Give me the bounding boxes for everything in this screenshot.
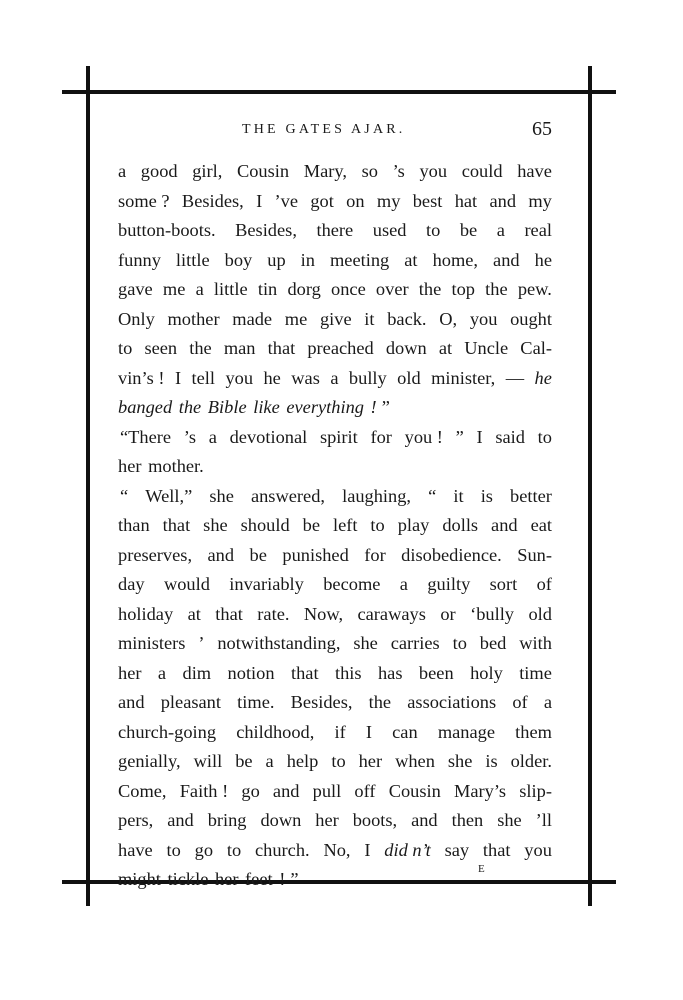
word: button-boots. bbox=[118, 220, 216, 240]
word: with bbox=[519, 633, 552, 653]
word: might tickle her feet ! bbox=[118, 869, 286, 889]
word: was bbox=[291, 367, 320, 388]
word: boots, bbox=[352, 810, 398, 830]
text-line bbox=[118, 305, 552, 335]
word: to bbox=[370, 515, 385, 535]
text-line bbox=[118, 334, 552, 364]
word: a bbox=[195, 279, 204, 299]
word: of bbox=[512, 692, 528, 712]
word: and bbox=[411, 810, 438, 830]
word: dorg bbox=[287, 279, 321, 299]
text-line bbox=[118, 423, 552, 453]
word: spirit bbox=[319, 426, 358, 447]
word: gave bbox=[118, 279, 153, 299]
word: there bbox=[316, 220, 354, 240]
word: and bbox=[493, 249, 520, 270]
word: once bbox=[331, 279, 366, 299]
word: ministers bbox=[118, 633, 186, 653]
word: be bbox=[459, 220, 478, 240]
word: Now, bbox=[303, 603, 344, 624]
word: Besides, bbox=[181, 190, 244, 211]
word: rate. bbox=[257, 603, 290, 624]
word: go bbox=[194, 839, 214, 860]
text-line bbox=[118, 718, 552, 748]
word: be bbox=[249, 544, 267, 565]
word: Come, bbox=[118, 780, 167, 801]
word: Mary, bbox=[303, 161, 347, 181]
word: used bbox=[372, 220, 407, 240]
word: better bbox=[510, 485, 552, 506]
word: to bbox=[537, 426, 552, 447]
word: I bbox=[256, 190, 263, 211]
word: eat bbox=[530, 515, 552, 535]
word: the bbox=[418, 279, 442, 299]
word: — bbox=[505, 367, 525, 388]
word: “ bbox=[120, 485, 129, 506]
text-line bbox=[118, 806, 552, 836]
word: she bbox=[497, 810, 522, 830]
word: ’ll bbox=[535, 810, 552, 830]
word: answered, bbox=[250, 485, 325, 506]
word: to bbox=[226, 839, 242, 860]
word: help bbox=[286, 751, 319, 771]
word: church. bbox=[254, 839, 310, 860]
word: tell bbox=[191, 367, 215, 388]
word: mother bbox=[167, 308, 220, 329]
word: say bbox=[444, 839, 470, 860]
text-line bbox=[118, 482, 552, 512]
word: older. bbox=[510, 751, 552, 771]
word: did n’t bbox=[384, 839, 431, 860]
text-line bbox=[118, 187, 552, 217]
word: ’ve bbox=[274, 190, 298, 211]
word: notwithstanding, bbox=[217, 633, 341, 653]
word: have bbox=[517, 161, 552, 181]
word: bully bbox=[348, 367, 387, 388]
word: be bbox=[302, 515, 320, 535]
word: preached bbox=[307, 338, 374, 358]
word: “ bbox=[428, 485, 437, 506]
word: disobedience. bbox=[401, 544, 502, 565]
word: than bbox=[118, 515, 150, 535]
word: go bbox=[241, 780, 260, 801]
word: invariably bbox=[229, 574, 304, 594]
word: down bbox=[260, 810, 302, 830]
word: ” bbox=[381, 397, 390, 417]
word: seen bbox=[144, 338, 178, 358]
text-line bbox=[118, 393, 552, 423]
word: holiday bbox=[118, 603, 174, 624]
word: slip- bbox=[519, 780, 552, 801]
text-line bbox=[118, 629, 552, 659]
word: said bbox=[495, 426, 525, 447]
word: to bbox=[166, 839, 181, 860]
word: pleasant bbox=[160, 692, 221, 712]
word: to bbox=[331, 751, 346, 771]
word: Only bbox=[118, 308, 155, 329]
word: can bbox=[392, 721, 418, 742]
word: me bbox=[162, 279, 186, 299]
text-line bbox=[118, 865, 552, 895]
word: is bbox=[485, 751, 498, 771]
word: old bbox=[397, 367, 421, 388]
word: you bbox=[419, 161, 448, 181]
word: meeting bbox=[330, 249, 390, 270]
word: a bbox=[496, 220, 505, 240]
word: the bbox=[189, 338, 212, 358]
word: have bbox=[118, 839, 153, 860]
word: then bbox=[451, 810, 484, 830]
word: and bbox=[207, 544, 235, 565]
word: devotional bbox=[229, 426, 308, 447]
word: funny bbox=[118, 249, 161, 270]
word: back. bbox=[387, 308, 427, 329]
word: to bbox=[118, 338, 133, 358]
word: she bbox=[203, 515, 228, 535]
word: No, bbox=[323, 839, 351, 860]
word: top bbox=[451, 279, 475, 299]
text-line bbox=[118, 157, 552, 187]
word: will bbox=[193, 751, 223, 771]
word: vin’s ! bbox=[118, 367, 165, 388]
word: manage bbox=[437, 721, 495, 742]
word: play bbox=[397, 515, 430, 535]
body-text bbox=[118, 157, 552, 895]
word: punished bbox=[282, 544, 349, 565]
word: my bbox=[528, 190, 552, 211]
word: ” bbox=[455, 426, 464, 447]
word: I bbox=[174, 367, 182, 388]
word: you bbox=[524, 839, 552, 860]
word: her bbox=[358, 751, 383, 771]
word: notion bbox=[227, 662, 275, 683]
word: them bbox=[515, 721, 552, 742]
word: it bbox=[453, 485, 464, 506]
left-border-rule bbox=[86, 66, 90, 906]
word: and bbox=[489, 190, 517, 211]
text-line bbox=[118, 747, 552, 777]
word: her bbox=[315, 810, 339, 830]
word: has bbox=[377, 662, 403, 683]
text-line bbox=[118, 541, 552, 571]
word: when bbox=[395, 751, 435, 771]
page-number: 65 bbox=[532, 118, 552, 140]
word: it bbox=[364, 308, 375, 329]
running-head bbox=[118, 118, 552, 144]
word: ” bbox=[290, 869, 299, 889]
word: he bbox=[263, 367, 281, 388]
word: Sun- bbox=[517, 544, 552, 565]
word: girl, bbox=[192, 161, 223, 181]
word: minister, bbox=[431, 367, 496, 388]
word: down bbox=[385, 338, 427, 358]
word: her mother. bbox=[118, 456, 204, 476]
word: little bbox=[213, 279, 248, 299]
word: pew. bbox=[517, 279, 552, 299]
word: some ? bbox=[118, 190, 170, 211]
word: preserves, bbox=[118, 544, 193, 565]
word: been bbox=[418, 662, 454, 683]
word: laughing, bbox=[342, 485, 412, 506]
word: banged the Bible like everything ! bbox=[118, 397, 377, 417]
word: should bbox=[240, 515, 290, 535]
word: and bbox=[167, 810, 194, 830]
word: sort bbox=[489, 574, 518, 594]
word: at bbox=[187, 603, 201, 624]
word: a bbox=[265, 751, 274, 771]
word: could bbox=[461, 161, 503, 181]
word: best bbox=[412, 190, 443, 211]
word: she bbox=[353, 633, 378, 653]
top-border-rule bbox=[62, 90, 616, 94]
right-border-rule bbox=[588, 66, 592, 906]
word: at bbox=[404, 249, 418, 270]
text-line bbox=[118, 836, 552, 866]
word: you bbox=[225, 367, 254, 388]
word: a bbox=[118, 161, 127, 181]
word: would bbox=[163, 574, 210, 594]
word: dolls bbox=[442, 515, 479, 535]
word: my bbox=[376, 190, 401, 211]
word: associations bbox=[407, 692, 497, 712]
text-line bbox=[118, 570, 552, 600]
word: that bbox=[162, 515, 191, 535]
word: tin bbox=[257, 279, 278, 299]
word: Uncle bbox=[464, 338, 509, 358]
word: that bbox=[290, 662, 319, 683]
word: a bbox=[543, 692, 552, 712]
text-line bbox=[118, 246, 552, 276]
word: home, bbox=[432, 249, 479, 270]
word: this bbox=[334, 662, 362, 683]
word: I bbox=[365, 721, 372, 742]
word: you bbox=[469, 308, 498, 329]
signature-mark: E bbox=[478, 863, 486, 875]
word: off bbox=[354, 780, 376, 801]
word: Besides, bbox=[235, 220, 297, 240]
word: that bbox=[482, 839, 511, 860]
running-title: THE GATES AJAR. bbox=[242, 122, 406, 137]
word: on bbox=[346, 190, 365, 211]
text-line bbox=[118, 275, 552, 305]
text-line bbox=[118, 216, 552, 246]
word: become bbox=[323, 574, 381, 594]
word: so bbox=[361, 161, 378, 181]
word: give bbox=[319, 308, 352, 329]
text-line bbox=[118, 777, 552, 807]
word: a bbox=[157, 662, 167, 683]
word: genially, bbox=[118, 751, 181, 771]
word: church-going bbox=[118, 721, 217, 742]
word: for bbox=[370, 426, 392, 447]
word: old bbox=[528, 603, 552, 624]
word: or bbox=[440, 603, 456, 624]
word: hat bbox=[454, 190, 478, 211]
word: O, bbox=[439, 308, 458, 329]
word: got bbox=[310, 190, 334, 211]
word: pers, bbox=[118, 810, 154, 830]
word: over bbox=[375, 279, 409, 299]
word: she bbox=[447, 751, 473, 771]
word: bring bbox=[207, 810, 247, 830]
word: and bbox=[118, 692, 145, 712]
word: good bbox=[140, 161, 178, 181]
word: real bbox=[524, 220, 552, 240]
word: I bbox=[476, 426, 483, 447]
text-line bbox=[118, 688, 552, 718]
word: ’s bbox=[183, 426, 197, 447]
word: Faith ! bbox=[179, 780, 229, 801]
word: “There bbox=[120, 426, 172, 447]
word: he bbox=[534, 367, 552, 388]
word: holy bbox=[470, 662, 503, 683]
word: ‘bully bbox=[470, 603, 515, 624]
word: time. bbox=[237, 692, 275, 712]
word: the bbox=[368, 692, 392, 712]
word: ’ bbox=[198, 633, 205, 653]
word: me bbox=[284, 308, 308, 329]
word: Besides, bbox=[290, 692, 353, 712]
word: left bbox=[332, 515, 358, 535]
word: you ! bbox=[404, 426, 443, 447]
word: and bbox=[272, 780, 300, 801]
word: day bbox=[118, 574, 145, 594]
word: I bbox=[364, 839, 371, 860]
word: for bbox=[364, 544, 386, 565]
word: Mary’s bbox=[453, 780, 507, 801]
word: to bbox=[452, 633, 467, 653]
word: Cousin bbox=[236, 161, 290, 181]
word: caraways bbox=[357, 603, 426, 624]
word: he bbox=[534, 249, 552, 270]
word: little bbox=[175, 249, 210, 270]
word: the bbox=[485, 279, 508, 299]
word: that bbox=[267, 338, 296, 358]
word: is bbox=[480, 485, 493, 506]
word: to bbox=[426, 220, 441, 240]
word: childhood, bbox=[236, 721, 315, 742]
word: dim bbox=[182, 662, 212, 683]
word: pull bbox=[312, 780, 342, 801]
word: of bbox=[536, 574, 552, 594]
word: Cousin bbox=[388, 780, 441, 801]
text-line bbox=[118, 364, 552, 394]
word: a bbox=[399, 574, 408, 594]
word: up bbox=[267, 249, 286, 270]
word: her bbox=[118, 662, 142, 683]
word: a bbox=[330, 367, 339, 388]
text-line bbox=[118, 511, 552, 541]
word: boy bbox=[224, 249, 253, 270]
text-line bbox=[118, 452, 552, 482]
word: made bbox=[232, 308, 273, 329]
word: ’s bbox=[392, 161, 405, 181]
word: Well,” bbox=[145, 485, 193, 506]
word: man bbox=[223, 338, 256, 358]
word: if bbox=[334, 721, 346, 742]
word: and bbox=[491, 515, 518, 535]
word: that bbox=[215, 603, 243, 624]
word: carries bbox=[390, 633, 440, 653]
text-line bbox=[118, 600, 552, 630]
text-line bbox=[118, 659, 552, 689]
word: Cal- bbox=[520, 338, 552, 358]
word: time bbox=[519, 662, 552, 683]
word: guilty bbox=[427, 574, 471, 594]
word: ought bbox=[510, 308, 552, 329]
word: at bbox=[438, 338, 453, 358]
word: be bbox=[235, 751, 253, 771]
word: in bbox=[300, 249, 315, 270]
word: she bbox=[209, 485, 234, 506]
word: a bbox=[208, 426, 217, 447]
word: bed bbox=[479, 633, 507, 653]
